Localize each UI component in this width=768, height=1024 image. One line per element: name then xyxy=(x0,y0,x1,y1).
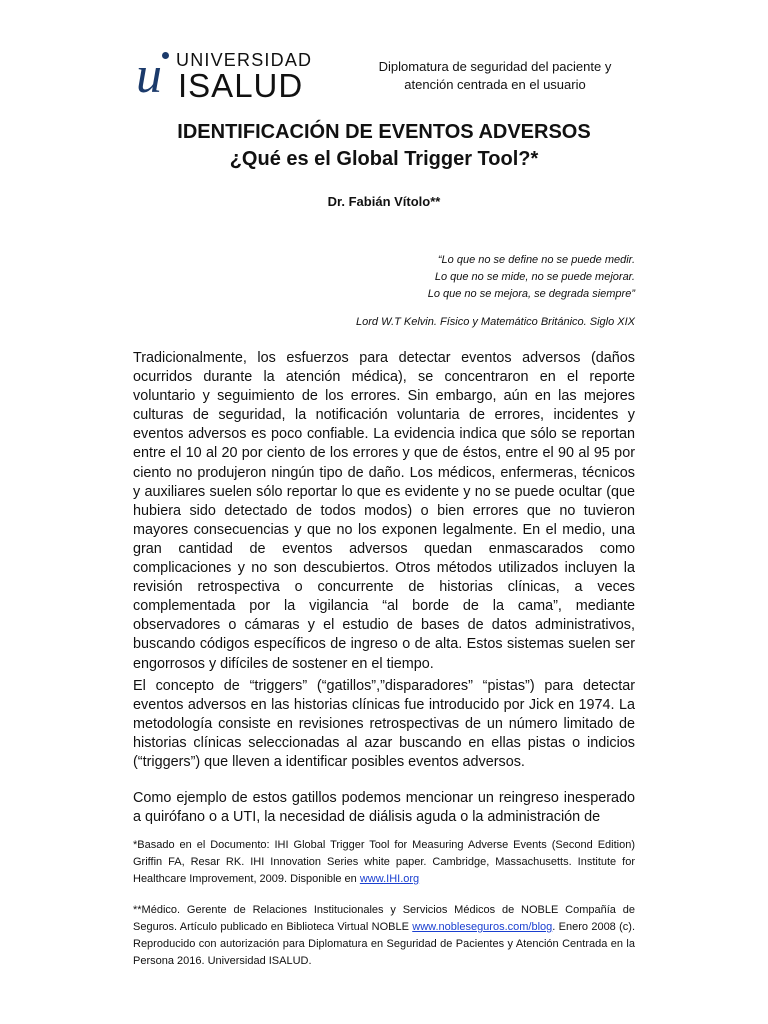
header-note-line1: Diplomatura de seguridad del paciente y xyxy=(378,59,612,74)
footnote-1 xyxy=(133,837,635,888)
body-paragraph-1: Tradicionalmente, los esfuerzos para detectar eventos adversos (daños ocurridos durante la atención médica), se concentraron en el reporte voluntario y seguimiento de los errores. Sin embargo, aún en las mejores culturas de seguridad, la notificación voluntaria de errores, incidentes y eventos adversos es poco confiable. La evidencia indica que sólo se reportan entre el 10 al 20 por ciento de los errores y que de éstos, entre el 90 al 95 por ciento no produjeron ningún tipo de daño. Los médicos, enfermeras, técnicos y auxiliares suelen sólo reportar lo que es evidente y no se puede ocultar (que hubiera sido detectado de todos modos) o bien errores que no tuvieron mayores consecuencias y que no los exponen legalmente. En el medio, una gran cantidad de eventos adversos quedan enmascarados como complicaciones y no son descubiertos. Otros métodos utilizados incluyen la revisión retrospectiva o concurrente de historias clínicas, a veces complementada por la vigilancia “al borde de la cama”, mediante observadores o cámaras y el estudio de bases de datos administrativos, buscando códigos específicos de ingreso o de alta. Estos sistemas suelen ser engorrosos y difíciles de sostener en el tiempo. xyxy=(133,350,635,672)
footnote-2-text-b: . Enero 2008 (c). Reproducido con autorización para Diplomatura en Seguridad de Pacientes y Atención Centrada en la Persona 2016. Universidad ISALUD. xyxy=(133,921,635,967)
quote-source: Lord W.T Kelvin. Físico y Matemático Británico. Siglo XIX xyxy=(356,316,635,328)
body-paragraph-3: Como ejemplo de estos gatillos podemos mencionar un reingreso inesperado a quirófano o a UTI, la necesidad de diálisis aguda o la administración de xyxy=(133,790,635,826)
quote-line1: “Lo que no se define no se puede medir. xyxy=(437,254,635,266)
document-title: IDENTIFICACIÓN DE EVENTOS ADVERSOS xyxy=(177,121,591,143)
header-note-line2: atención centrada en el usuario xyxy=(404,77,586,92)
header-note xyxy=(360,58,630,94)
epigraph-quote xyxy=(428,252,635,303)
body-paragraph-2: El concepto de “triggers” (“gatillos”,”disparadores” “pistas”) para detectar eventos adversos en las historias clínicas fue introducido por Jick en 1974. La metodología consiste en revisiones retrospectivas de un número limitado de historias clínicas seleccionadas al azar buscando en ellas pistas o indicios (“triggers”) que lleven a identificar posibles eventos adversos. xyxy=(133,678,635,771)
footnote-2 xyxy=(133,902,635,970)
logo-universidad-text: UNIVERSIDAD xyxy=(176,50,313,70)
author-name: Dr. Fabián Vítolo** xyxy=(327,194,441,209)
noble-blog-link[interactable]: www.nobleseguros.com/blog xyxy=(412,921,553,933)
university-logo xyxy=(136,46,313,104)
ihi-link[interactable]: www.IHI.org xyxy=(359,873,420,885)
logo-isalud-text: ISALUD xyxy=(178,67,304,104)
quote-line2: Lo que no se mide, no se puede mejorar. xyxy=(434,271,635,283)
logo-dot xyxy=(162,52,169,59)
quote-line3: Lo que no se mejora, se degrada siempre” xyxy=(427,288,635,300)
footnote-2-text-a: **Médico. Gerente de Relaciones Institucionales y Servicios Médicos de NOBLE Compañía de Seguros. Artículo publicado en Biblioteca Virtual NOBLE xyxy=(133,904,635,933)
logo-mark: u xyxy=(136,47,158,104)
footnote-1-text: *Basado en el Documento: IHI Global Trigger Tool for Measuring Adverse Events (Second Edition) Griffin FA, Resar RK. IHI Innovation Series white paper. Cambridge, Massachusetts. Institute for Healthcare Improvement, 2009. Disponible en xyxy=(133,839,635,885)
document-subtitle: ¿Qué es el Global Trigger Tool?* xyxy=(229,148,539,170)
